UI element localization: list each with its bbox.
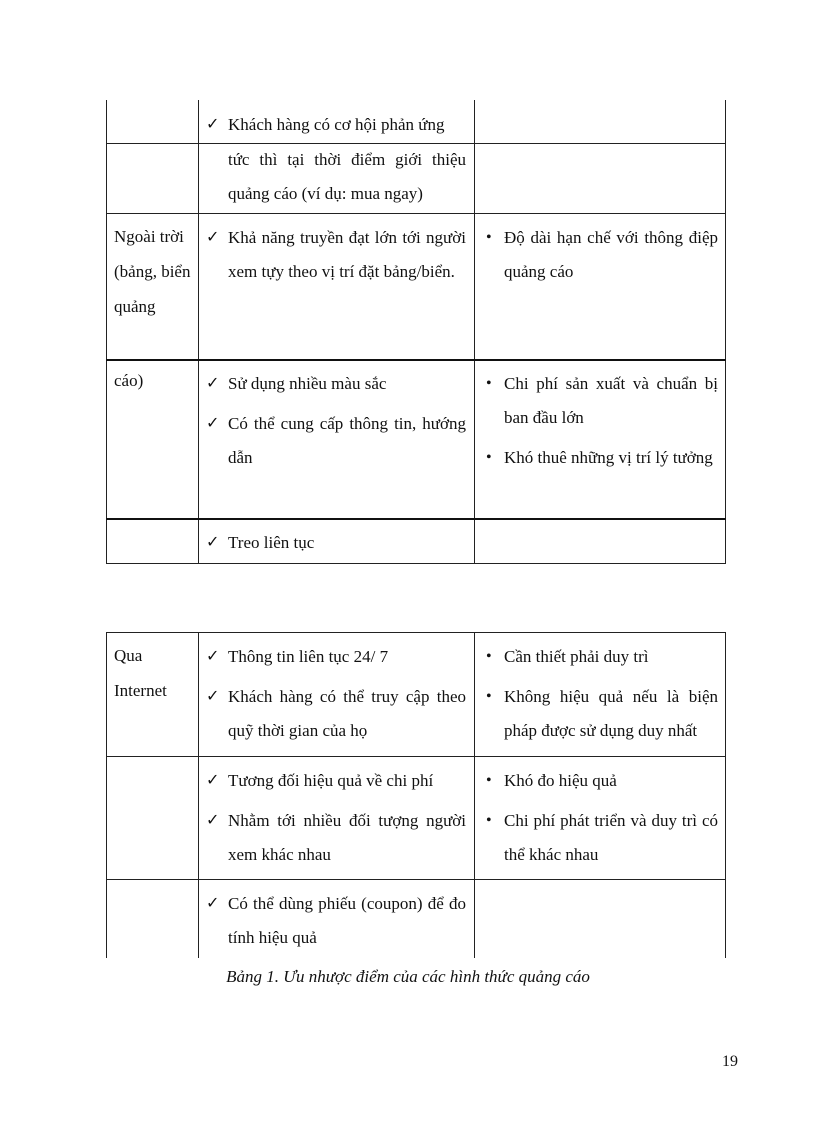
bullet-icon: • [486, 449, 492, 466]
table-row [106, 879, 726, 958]
table-caption: Bảng 1. Ưu nhược điểm của các hình thức quảng cáo [226, 967, 590, 986]
form-cell [106, 879, 198, 958]
bullet-icon: • [486, 688, 492, 705]
table-row [106, 100, 726, 143]
list-item: ✓ Nhằm tới nhiều đối tượng người xem khác nhau [206, 804, 466, 872]
table-row [106, 518, 726, 563]
table-row [106, 756, 726, 879]
advantages-cell [198, 632, 474, 756]
form-cell [106, 143, 198, 213]
list-item: ✓ Có thể cung cấp thông tin, hướng dẫn [206, 407, 466, 475]
table-row [106, 359, 726, 518]
table-row [106, 632, 726, 756]
list-item: ✓ Khách hàng có cơ hội phản ứng [206, 108, 466, 142]
disadvantages-cell [474, 632, 726, 756]
list-item: ✓ Khách hàng có thể truy cập theo quỹ thời gian của họ [206, 680, 466, 748]
form-cell: Qua Internet [114, 646, 167, 700]
disadvantages-cell [474, 359, 726, 518]
list-item: ✓ Tương đối hiệu quả về chi phí [206, 764, 466, 798]
list-item: • Khó thuê những vị trí lý tưởng [482, 441, 718, 475]
list-item: ✓ Có thể dùng phiếu (coupon) để đo tính hiệu quả [206, 887, 466, 955]
check-icon: ✓ [206, 772, 220, 789]
page-number: 19 [722, 1053, 738, 1070]
advantages-cell [198, 518, 474, 563]
list-item: ✓ Khả năng truyền đạt lớn tới người xem tựy theo vị trí đặt bảng/biển. [206, 221, 466, 289]
list-item: • Khó đo hiệu quả [482, 764, 718, 798]
check-icon: ✓ [206, 116, 220, 133]
form-cell [106, 756, 198, 879]
list-item: • Không hiệu quả nếu là biện pháp được sử dụng duy nhất [482, 680, 718, 748]
list-item: ✓ Treo liên tục [206, 526, 466, 560]
advantages-cell [198, 879, 474, 958]
check-icon: ✓ [206, 895, 220, 912]
check-icon: ✓ [206, 648, 220, 665]
form-cell: cáo) [114, 371, 144, 390]
form-cell: Ngoài trời (bảng, biển quảng [114, 227, 191, 316]
list-item: • Cần thiết phải duy trì [482, 640, 718, 674]
check-icon: ✓ [206, 375, 220, 392]
check-icon: ✓ [206, 688, 220, 705]
list-item: ✓ Sử dụng nhiều màu sắc [206, 367, 466, 401]
form-cell [106, 518, 198, 563]
check-icon: ✓ [206, 534, 220, 551]
disadvantages-cell [474, 756, 726, 879]
list-item: • Chi phí sản xuất và chuẩn bị ban đầu lớn [482, 367, 718, 435]
check-icon: ✓ [206, 812, 220, 829]
check-icon: ✓ [206, 415, 220, 432]
list-item: • Độ dài hạn chế với thông điệp quảng cáo [482, 221, 718, 289]
list-item: • Chi phí phát triển và duy trì có thể khác nhau [482, 804, 718, 872]
disadvantages-cell [474, 518, 726, 563]
form-cell [106, 100, 198, 143]
advantages-cell [198, 213, 474, 359]
bullet-icon: • [486, 229, 492, 246]
disadvantages-cell [474, 143, 726, 213]
disadvantages-cell [474, 100, 726, 143]
advantages-cell [198, 143, 474, 213]
table-row [106, 213, 726, 359]
bullet-icon: • [486, 772, 492, 789]
table-row [106, 143, 726, 213]
bullet-icon: • [486, 648, 492, 665]
continuation-text: tức thì tại thời điểm giới thiệu quảng cáo (ví dụ: mua ngay) [228, 150, 466, 203]
advantages-cell [198, 100, 474, 143]
disadvantages-cell [474, 213, 726, 359]
bullet-icon: • [486, 812, 492, 829]
bullet-icon: • [486, 375, 492, 392]
advantages-cell [198, 359, 474, 518]
advantages-cell [198, 756, 474, 879]
list-item: ✓ Thông tin liên tục 24/ 7 [206, 640, 466, 674]
disadvantages-cell [474, 879, 726, 958]
check-icon: ✓ [206, 229, 220, 246]
